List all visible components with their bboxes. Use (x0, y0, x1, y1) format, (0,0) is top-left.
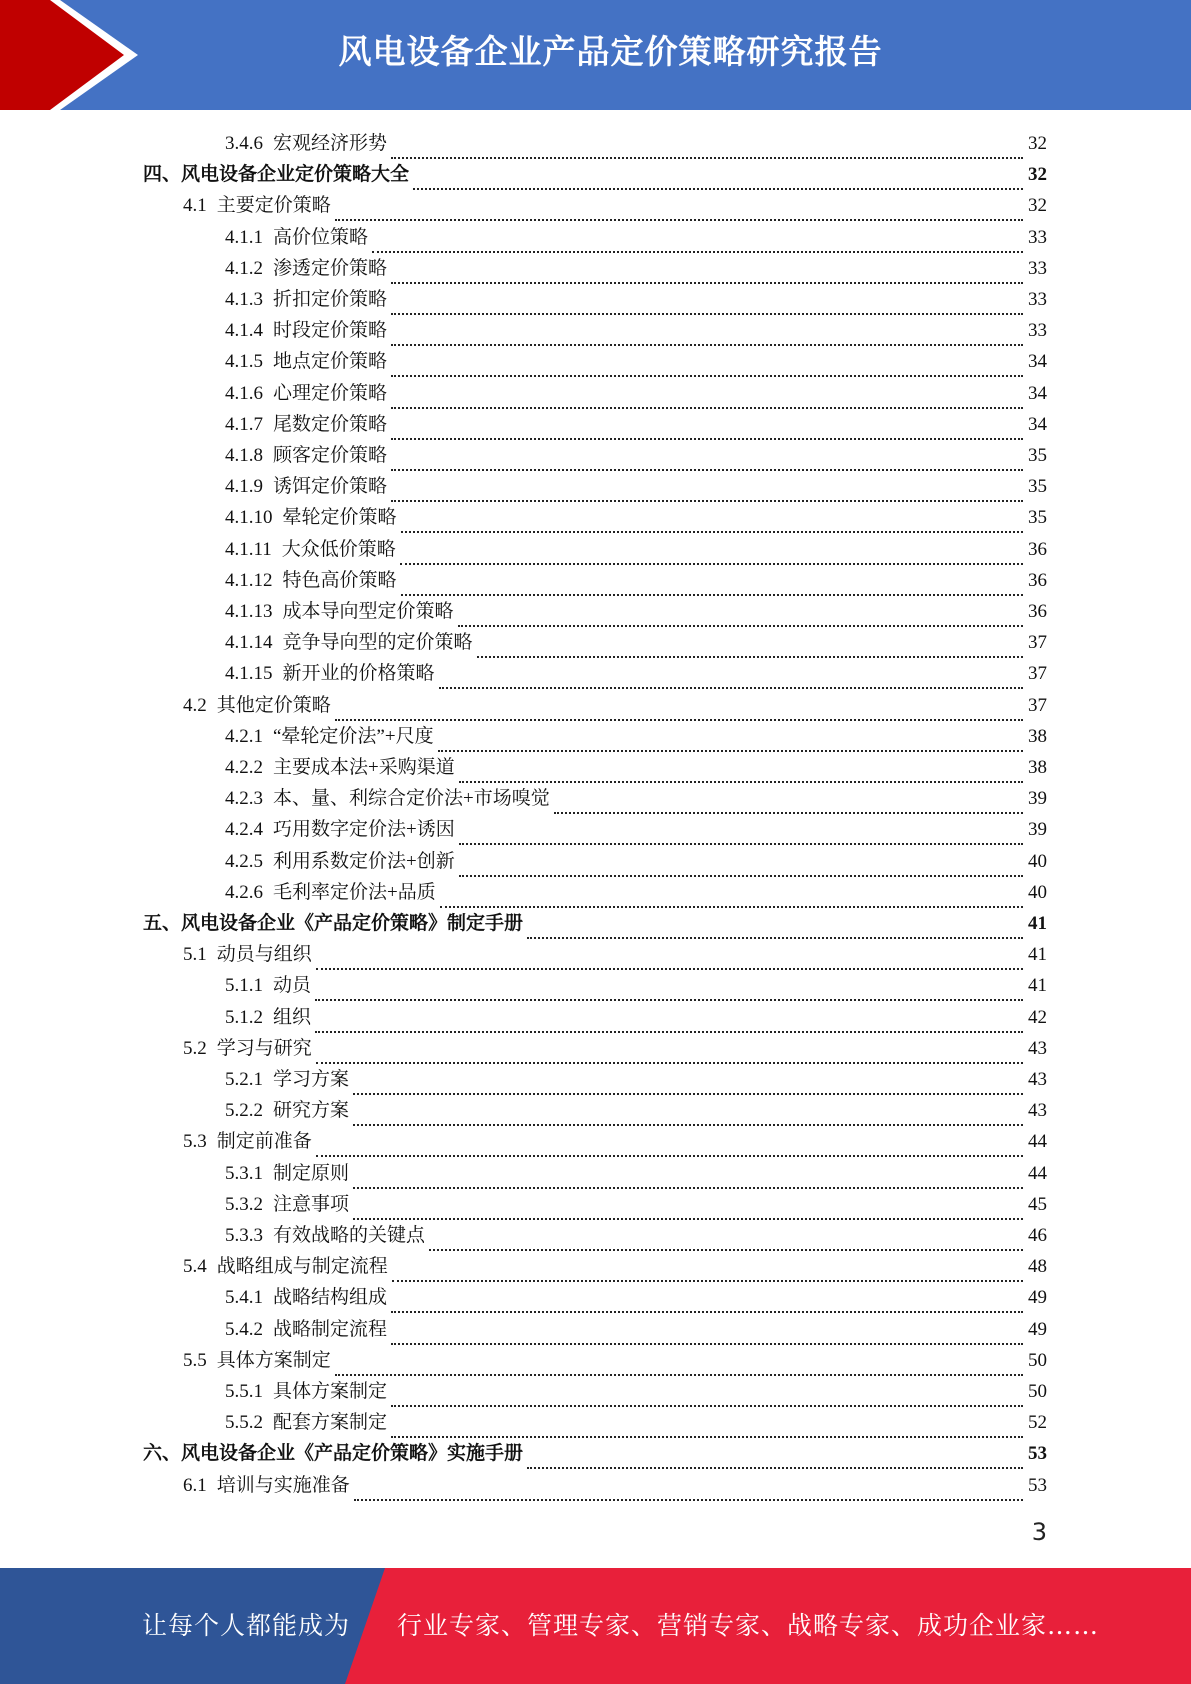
toc-entry-title: 地点定价策略 (273, 351, 388, 373)
toc-entry[interactable] (225, 471, 1047, 502)
toc-dot-leader (391, 1376, 1023, 1407)
toc-dot-leader (391, 440, 1023, 471)
toc-dot-leader (372, 222, 1023, 253)
toc-entry-page: 50 (1028, 1349, 1047, 1371)
toc-entry[interactable] (225, 1314, 1047, 1345)
toc-entry-page: 41 (1028, 975, 1047, 997)
toc-entry-page: 35 (1028, 507, 1047, 529)
toc-dot-leader (391, 1407, 1023, 1438)
toc-dot-leader (459, 752, 1023, 783)
toc-dot-leader (459, 846, 1023, 877)
toc-entry-number: 4.1.14 (225, 632, 273, 654)
footer-slogan-left: 让每个人都能成为 (142, 1611, 351, 1640)
toc-entry[interactable] (225, 877, 1047, 908)
toc-dot-leader (315, 1002, 1023, 1033)
toc-entry-title: 六、风电设备企业《产品定价策略》实施手册 (143, 1443, 524, 1465)
toc-entry-number: 6.1 (183, 1474, 207, 1496)
toc-entry-page: 49 (1028, 1318, 1047, 1340)
toc-entry-title: 时段定价策略 (273, 320, 388, 342)
toc-entry-page: 32 (1028, 164, 1047, 186)
page-number: 3 (1031, 1518, 1047, 1546)
toc-entry-page: 38 (1028, 757, 1047, 778)
toc-entry-page: 39 (1028, 788, 1047, 810)
toc-entry[interactable] (225, 814, 1047, 845)
toc-entry-title: 四、风电设备企业定价策略大全 (143, 164, 410, 186)
toc-entry-number: 4.2.1 (225, 725, 263, 747)
toc-dot-leader (401, 565, 1023, 596)
toc-dot-leader (477, 627, 1023, 658)
toc-entry-title: 有效战略的关键点 (273, 1225, 426, 1246)
toc-dot-leader (459, 814, 1023, 845)
toc-entry-number: 5.5 (183, 1349, 207, 1371)
toc-entry-page: 32 (1028, 195, 1047, 217)
toc-entry[interactable] (225, 378, 1047, 409)
toc-entry[interactable] (225, 596, 1047, 627)
toc-entry-title: 本、量、利综合定价法+市场嗅觉 (273, 788, 550, 810)
toc-entry-page: 34 (1028, 351, 1047, 373)
toc-entry-number: 5.3.3 (225, 1225, 263, 1246)
toc-entry-page: 45 (1028, 1193, 1047, 1215)
toc-entry[interactable] (225, 783, 1047, 814)
toc-entry-title: 高价位策略 (273, 226, 369, 248)
toc-dot-leader (353, 1064, 1023, 1095)
toc-entry-title: 战略制定流程 (273, 1318, 388, 1340)
toc-entry-title: 竞争导向型的定价策略 (282, 632, 473, 654)
toc-dot-leader (353, 1189, 1023, 1220)
toc-dot-leader (391, 128, 1023, 159)
toc-entry-page: 36 (1028, 601, 1047, 622)
toc-entry-title: “晕轮定价法”+尺度 (273, 725, 434, 747)
toc-entry[interactable] (225, 658, 1047, 689)
toc-entry-number: 5.3 (183, 1131, 207, 1153)
toc-entry[interactable] (225, 846, 1047, 877)
toc-entry-page: 43 (1028, 1100, 1047, 1122)
toc-entry-number: 4.1.10 (225, 507, 273, 529)
toc-entry[interactable] (225, 1376, 1047, 1407)
toc-entry-number: 5.2 (183, 1037, 207, 1059)
toc-entry-number: 5.2.2 (225, 1100, 263, 1122)
toc-dot-leader (401, 502, 1023, 533)
toc-entry[interactable] (225, 1220, 1047, 1251)
toc-entry-title: 折扣定价策略 (273, 289, 388, 310)
toc-entry-number: 4.1.1 (225, 226, 263, 248)
toc-dot-leader (554, 783, 1023, 814)
toc-entry-number: 4.1.13 (225, 601, 273, 622)
toc-entry-number: 5.1 (183, 944, 207, 966)
toc-entry-number: 4.1.12 (225, 569, 273, 591)
toc-dot-leader (391, 378, 1023, 409)
toc-entry[interactable] (225, 752, 1047, 783)
toc-entry-number: 4.1.5 (225, 351, 263, 373)
toc-entry[interactable] (225, 1282, 1047, 1313)
toc-entry-page: 33 (1028, 289, 1047, 310)
toc-entry-number: 4.2.5 (225, 850, 263, 872)
toc-entry[interactable] (225, 565, 1047, 596)
toc-entry-page: 53 (1028, 1443, 1047, 1465)
toc-entry-number: 4.1.9 (225, 476, 263, 498)
toc-entry-number: 4.2.6 (225, 881, 263, 903)
toc-entry-page: 43 (1028, 1037, 1047, 1059)
toc-entry[interactable] (143, 159, 1047, 190)
toc-entry-title: 主要成本法+采购渠道 (273, 757, 455, 778)
footer-slogan-right: 行业专家、管理专家、营销专家、战略专家、成功企业家…… (397, 1611, 1100, 1640)
toc-entry[interactable] (225, 346, 1047, 377)
toc-dot-leader (392, 1251, 1023, 1282)
toc-dot-leader (391, 346, 1023, 377)
toc-entry-title: 研究方案 (273, 1100, 350, 1122)
toc-entry-page: 33 (1028, 226, 1047, 248)
toc-entry-title: 培训与实施准备 (216, 1474, 350, 1496)
toc-entry-number: 5.5.2 (225, 1412, 263, 1434)
toc-entry-number: 4.1.6 (225, 382, 263, 404)
toc-entry-number: 4.1.8 (225, 445, 263, 466)
toc-dot-leader (438, 721, 1023, 752)
toc-entry-page: 42 (1028, 1006, 1047, 1028)
toc-dot-leader (315, 970, 1023, 1001)
toc-entry-page: 35 (1028, 445, 1047, 466)
toc-entry-number: 4.1 (183, 195, 207, 217)
toc-entry-number: 5.1.1 (225, 975, 263, 997)
toc-entry-title: 毛利率定价法+品质 (273, 881, 436, 903)
toc-dot-leader (353, 1158, 1023, 1189)
toc-entry[interactable] (183, 1033, 1047, 1064)
footer-banner (0, 1568, 1191, 1684)
toc-entry-title: 顾客定价策略 (273, 445, 388, 466)
toc-dot-leader (391, 253, 1023, 284)
toc-entry[interactable] (183, 190, 1047, 221)
toc-entry-page: 34 (1028, 413, 1047, 435)
toc-entry-number: 5.4.2 (225, 1318, 263, 1340)
toc-entry-title: 制定前准备 (216, 1131, 312, 1153)
toc-entry-number: 4.2 (183, 694, 207, 716)
toc-entry[interactable] (225, 315, 1047, 346)
toc-entry-page: 53 (1028, 1474, 1047, 1496)
toc-entry-page: 38 (1028, 725, 1047, 747)
toc-entry-title: 其他定价策略 (216, 694, 331, 716)
toc-entry-title: 大众低价策略 (281, 538, 396, 560)
toc-entry[interactable] (183, 939, 1047, 970)
toc-entry[interactable] (225, 1002, 1047, 1033)
toc-entry[interactable] (225, 970, 1047, 1001)
toc-dot-leader (316, 939, 1023, 970)
toc-entry-page: 44 (1028, 1162, 1047, 1184)
toc-entry-page: 40 (1028, 881, 1047, 903)
toc-entry-title: 成本导向型定价策略 (282, 601, 454, 622)
toc-entry-title: 渗透定价策略 (273, 257, 388, 279)
toc-dot-leader (391, 1314, 1023, 1345)
toc-entry-title: 制定原则 (273, 1162, 350, 1184)
toc-entry-title: 动员与组织 (216, 944, 312, 966)
toc-entry-page: 37 (1028, 663, 1047, 685)
toc-entry[interactable] (183, 1470, 1047, 1501)
toc-entry-number: 4.2.4 (225, 819, 263, 841)
toc-entry-title: 特色高价策略 (282, 569, 397, 591)
toc-dot-leader (335, 1345, 1023, 1376)
toc-entry-title: 学习与研究 (216, 1037, 312, 1059)
toc-dot-leader (527, 1438, 1023, 1469)
toc-dot-leader (400, 534, 1023, 565)
toc-entry[interactable] (225, 1189, 1047, 1220)
toc-dot-leader (391, 1282, 1023, 1313)
toc-dot-leader (429, 1220, 1023, 1251)
toc-entry[interactable] (143, 908, 1047, 939)
header-banner (0, 0, 1191, 110)
toc-entry-number: 5.1.2 (225, 1006, 263, 1028)
toc-dot-leader (440, 877, 1023, 908)
toc-entry-number: 4.1.11 (225, 538, 272, 560)
toc-entry-number: 4.1.15 (225, 663, 273, 685)
toc-entry-title: 注意事项 (273, 1193, 350, 1215)
toc-entry[interactable] (225, 253, 1047, 284)
toc-dot-leader (391, 284, 1023, 315)
toc-entry-page: 35 (1028, 476, 1047, 498)
toc-entry-number: 4.1.3 (225, 289, 263, 310)
toc-entry-page: 39 (1028, 819, 1047, 841)
toc-dot-leader (335, 190, 1023, 221)
toc-entry-title: 具体方案制定 (216, 1349, 331, 1371)
toc-entry-page: 46 (1028, 1225, 1047, 1246)
toc-entry-number: 5.5.1 (225, 1381, 263, 1402)
toc-entry-number: 5.4 (183, 1256, 207, 1278)
toc-entry[interactable] (225, 222, 1047, 253)
toc-dot-leader (353, 1095, 1023, 1126)
toc-entry-title: 尾数定价策略 (273, 413, 388, 435)
toc-entry-page: 50 (1028, 1381, 1047, 1402)
toc-entry-number: 4.2.3 (225, 788, 263, 810)
toc-entry[interactable] (183, 1345, 1047, 1376)
toc-entry[interactable] (225, 1095, 1047, 1126)
toc-entry[interactable] (225, 128, 1047, 159)
toc-entry-title: 配套方案制定 (273, 1412, 388, 1434)
toc-entry-page: 41 (1028, 913, 1047, 934)
toc-entry[interactable] (225, 627, 1047, 658)
toc-dot-leader (458, 596, 1023, 627)
toc-entry-number: 4.1.7 (225, 413, 263, 435)
toc-entry[interactable] (183, 690, 1047, 721)
toc-entry[interactable] (225, 534, 1047, 565)
toc-entry[interactable] (225, 721, 1047, 752)
toc-entry-title: 组织 (273, 1006, 312, 1028)
toc-entry-page: 34 (1028, 382, 1047, 404)
toc-dot-leader (335, 690, 1023, 721)
toc-entry-page: 41 (1028, 944, 1047, 966)
toc-entry-page: 43 (1028, 1069, 1047, 1090)
toc-dot-leader (316, 1033, 1023, 1064)
toc-entry[interactable] (225, 1064, 1047, 1095)
toc-entry-title: 巧用数字定价法+诱因 (273, 819, 455, 841)
toc-entry-title: 五、风电设备企业《产品定价策略》制定手册 (143, 913, 524, 934)
toc-entry-page: 40 (1028, 850, 1047, 872)
toc-entry-number: 4.2.2 (225, 757, 263, 778)
toc-entry-page: 33 (1028, 320, 1047, 342)
toc-entry-page: 36 (1028, 569, 1047, 591)
toc-entry[interactable] (143, 1438, 1047, 1469)
toc-dot-leader (391, 471, 1023, 502)
toc-entry-page: 32 (1028, 133, 1047, 154)
toc-entry-title: 利用系数定价法+创新 (273, 850, 455, 872)
report-title: 风电设备企业产品定价策略研究报告 (338, 32, 883, 71)
toc-dot-leader (354, 1470, 1023, 1501)
toc-entry[interactable] (183, 1251, 1047, 1282)
toc-dot-leader (391, 315, 1023, 346)
toc-entry-number: 4.1.4 (225, 320, 263, 342)
toc-entry[interactable] (183, 1126, 1047, 1157)
toc-entry-title: 战略结构组成 (273, 1287, 388, 1309)
toc-dot-leader (316, 1126, 1023, 1157)
toc-entry-number: 5.4.1 (225, 1287, 263, 1309)
toc-entry-page: 37 (1028, 694, 1047, 716)
toc-entry-page: 37 (1028, 632, 1047, 654)
toc-entry-title: 动员 (273, 975, 312, 997)
toc-entry-number: 3.4.6 (225, 133, 263, 154)
toc-entry-page: 48 (1028, 1256, 1047, 1278)
toc-entry[interactable] (225, 284, 1047, 315)
toc-entry-title: 主要定价策略 (216, 195, 331, 217)
toc-entry-title: 学习方案 (273, 1069, 350, 1090)
toc-entry-page: 49 (1028, 1287, 1047, 1309)
toc-dot-leader (391, 409, 1023, 440)
toc-entry-title: 晕轮定价策略 (282, 507, 397, 529)
toc-entry[interactable] (225, 1158, 1047, 1189)
toc-entry-page: 52 (1028, 1412, 1047, 1434)
toc-dot-leader (413, 159, 1023, 190)
toc-entry-title: 心理定价策略 (273, 382, 388, 404)
toc-entry-page: 33 (1028, 257, 1047, 279)
toc-entry-page: 44 (1028, 1131, 1047, 1153)
toc-entry-title: 宏观经济形势 (273, 133, 388, 154)
toc-entry-page: 36 (1028, 538, 1047, 560)
toc-entry-title: 战略组成与制定流程 (216, 1256, 388, 1278)
toc-entry-number: 5.3.2 (225, 1193, 263, 1215)
toc-entry-title: 诱饵定价策略 (273, 476, 388, 498)
toc-entry-number: 5.3.1 (225, 1162, 263, 1184)
toc-entry[interactable] (225, 409, 1047, 440)
toc-entry-number: 4.1.2 (225, 257, 263, 279)
toc-entry-title: 具体方案制定 (273, 1381, 388, 1402)
toc-entry-number: 5.2.1 (225, 1069, 263, 1090)
toc-entry[interactable] (225, 502, 1047, 533)
toc-dot-leader (527, 908, 1023, 939)
toc-entry[interactable] (225, 440, 1047, 471)
toc-dot-leader (439, 658, 1023, 689)
toc-entry[interactable] (225, 1407, 1047, 1438)
toc-entry-title: 新开业的价格策略 (282, 663, 435, 685)
